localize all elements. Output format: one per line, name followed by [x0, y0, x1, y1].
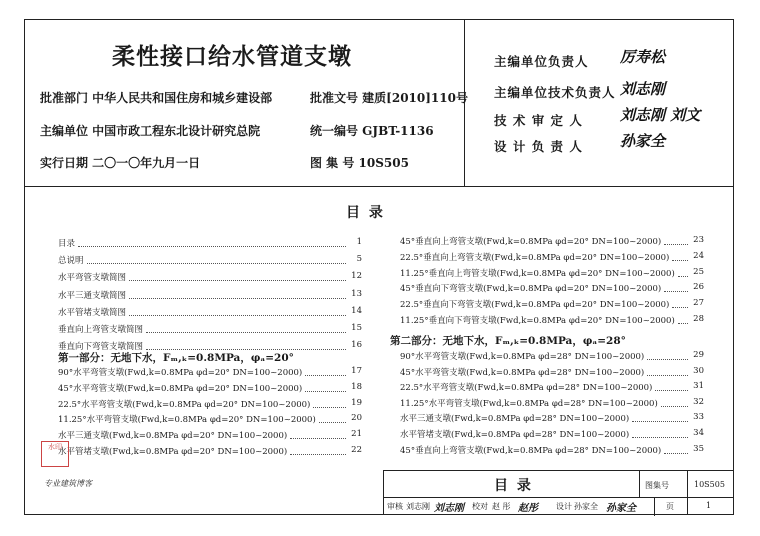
responsible-role: 主编单位技术负责人 [494, 85, 616, 100]
header-divider [24, 186, 734, 187]
toc-entry [58, 398, 362, 414]
toc-leader-dots [647, 375, 688, 376]
toc-entry-page: 5 [356, 254, 362, 265]
toc-entry-page: 28 [693, 314, 704, 324]
toc-leader-dots [672, 260, 688, 261]
toc-entry [400, 381, 704, 397]
toc-entry-label: 45°水平弯管支墩(Fwd,k=0.8MPa φd=28° DN=100~2000) [400, 367, 645, 378]
check-label: 校对 [472, 502, 488, 511]
toc-entry [58, 237, 362, 253]
toc-leader-dots [664, 291, 688, 292]
toc-entry [400, 298, 704, 314]
toc-entry-page: 13 [351, 288, 362, 299]
page-value: 1 [706, 501, 712, 510]
toc-entry-page: 24 [693, 250, 704, 261]
atlas-value: 10S505 [694, 480, 725, 489]
sheet-title: 目 录 [494, 478, 533, 494]
toc-entry [58, 323, 362, 339]
toc-entry [58, 445, 362, 461]
title-block-divider [654, 497, 655, 516]
approve-doc: 批准文号 建质[2010]110号 [310, 91, 468, 105]
toc-entry-label: 11.25°垂直向下弯管支墩(Fwd,k=0.8MPa φd=20° DN=100~2000) [400, 316, 675, 326]
responsible-role: 设 计 负 责 人 [494, 139, 583, 154]
toc-entry-page: 25 [693, 266, 704, 277]
toc-leader-dots [678, 276, 688, 277]
toc-entry-label: 目录 [58, 239, 76, 249]
atlas-no: 图 集 号 10S505 [310, 156, 409, 170]
toc-entry [400, 282, 704, 298]
toc-entry-page: 35 [693, 443, 704, 454]
impl-date: 实行日期 二〇一〇年九月一日 [40, 156, 201, 170]
toc-entry-page: 19 [351, 397, 362, 408]
toc-entry-page: 33 [693, 412, 704, 423]
toc-entry-label: 22.5°垂直向下弯管支墩(Fwd,k=0.8MPa φd=20° DN=100~2000) [400, 300, 670, 311]
toc-entry-label: 水平三通支墩简图 [58, 290, 127, 301]
unified-no: 统一编号 GJBT-1136 [310, 124, 434, 138]
toc-entry-page: 31 [693, 381, 704, 392]
toc-leader-dots [661, 406, 688, 407]
toc-entry-page: 22 [351, 445, 362, 455]
section-heading: 第一部分：无地下水，Fₘ,ₖ=0.8MPa，φₐ=20° [58, 352, 294, 364]
toc-entry [58, 271, 362, 287]
toc-entry-label: 22.5°垂直向上弯管支墩(Fwd,k=0.8MPa φd=20° DN=100~2000) [400, 252, 670, 263]
toc-leader-dots [290, 438, 346, 439]
toc-entry [58, 306, 362, 322]
responsible-signature: 孙家全 [620, 132, 666, 150]
toc-entry [400, 314, 704, 330]
toc-entry-label: 45°垂直向下弯管支墩(Fwd,k=0.8MPa φd=20° DN=100~2000) [400, 284, 662, 295]
toc-leader-dots [678, 323, 688, 324]
toc-entry-page: 1 [356, 237, 362, 247]
toc-entry-page: 15 [351, 323, 362, 333]
toc-entry [400, 235, 704, 251]
title-block-divider [384, 497, 733, 498]
toc-entry [400, 412, 704, 428]
toc-entry-label: 水平三通支墩(Fwd,k=0.8MPa φd=28° DN=100~2000) [400, 414, 630, 425]
toc-entry-label: 水平管堵支墩简图 [58, 307, 127, 318]
toc-entry [400, 350, 704, 366]
responsible-role: 主编单位负责人 [494, 54, 589, 69]
toc-leader-dots [129, 315, 346, 316]
toc-leader-dots [129, 280, 346, 281]
review-label: 审核 [387, 502, 403, 511]
toc-entry-label: 45°垂直向上弯管支墩(Fwd,k=0.8MPa φd=28° DN=100~2000) [400, 445, 662, 456]
section-heading: 第二部分：无地下水，Fₘ,ₖ=0.8MPa，φₐ=28° [390, 335, 626, 347]
toc-entry-page: 21 [351, 429, 362, 440]
toc-entry-page: 29 [693, 350, 704, 360]
toc-entry [400, 428, 704, 444]
toc-leader-dots [87, 263, 346, 264]
toc-entry-label: 水平管堵支墩(Fwd,k=0.8MPa φd=20° DN=100~2000) [58, 447, 288, 457]
designer-signature: 孙家全 [606, 503, 636, 514]
toc-entry [400, 397, 704, 413]
toc-entry-label: 22.5°水平弯管支墩(Fwd,k=0.8MPa φd=20° DN=100~2000) [58, 399, 311, 410]
toc-leader-dots [129, 298, 346, 299]
toc-leader-dots [647, 359, 688, 360]
toc-entry [400, 366, 704, 382]
toc-entry-page: 23 [693, 235, 704, 245]
editor-unit: 主编单位 中国市政工程东北设计研究总院 [40, 124, 261, 138]
toc-entry-label: 90°水平弯管支墩(Fwd,k=0.8MPa φd=20° DN=100~2000) [58, 368, 303, 378]
responsible-signature: 刘志刚 [620, 80, 666, 98]
designer-name: 孙家全 [574, 502, 598, 511]
reviewer-name: 刘志刚 [406, 502, 430, 511]
toc-entry [58, 382, 362, 398]
toc-entry [400, 444, 704, 460]
atlas-title: 柔性接口给水管道支墩 [112, 43, 352, 70]
responsible-role: 技 术 审 定 人 [494, 113, 583, 128]
toc-entry-page: 20 [351, 413, 362, 424]
toc-leader-dots [290, 454, 346, 455]
design-label: 设计 [556, 502, 572, 511]
toc-entry-label: 垂直向下弯管支墩简图 [58, 342, 144, 353]
toc-entry-page: 30 [693, 365, 704, 376]
stamp: 水印 [41, 441, 69, 467]
toc-entry [58, 429, 362, 445]
toc-leader-dots [78, 246, 346, 247]
toc-leader-dots [632, 421, 688, 422]
toc-leader-dots [664, 244, 688, 245]
toc-entry-label: 45°水平弯管支墩(Fwd,k=0.8MPa φd=20° DN=100~2000) [58, 383, 303, 394]
toc-entry-page: 34 [693, 428, 704, 438]
toc-entry-label: 水平弯管支墩简图 [58, 273, 127, 284]
toc-leader-dots [313, 407, 346, 408]
toc-entry-page: 18 [351, 381, 362, 392]
toc-entry [58, 254, 362, 270]
toc-entry-label: 22.5°水平弯管支墩(Fwd,k=0.8MPa φd=28° DN=100~2000) [400, 383, 653, 394]
reviewer-signature: 刘志刚 [434, 503, 464, 514]
responsible-signature: 刘志刚 刘文 [620, 106, 701, 124]
toc-leader-dots [305, 375, 346, 376]
toc-entry-label: 垂直向上弯管支墩简图 [58, 325, 144, 335]
toc-entry-label: 11.25°水平弯管支墩(Fwd,k=0.8MPa φd=20° DN=100~2000) [58, 415, 316, 426]
toc-leader-dots [146, 332, 346, 333]
toc-title: 目 录 [346, 205, 385, 221]
toc-entry [58, 289, 362, 305]
toc-entry-page: 12 [351, 271, 362, 282]
toc-leader-dots [632, 437, 688, 438]
title-block-divider [687, 471, 688, 514]
toc-entry [400, 267, 704, 283]
toc-leader-dots [319, 422, 346, 423]
toc-entry-page: 27 [693, 298, 704, 309]
title-block-divider [639, 471, 640, 497]
toc-entry-label: 水平管堵支墩(Fwd,k=0.8MPa φd=28° DN=100~2000) [400, 430, 630, 440]
toc-leader-dots [305, 391, 346, 392]
toc-entry-label: 90°水平弯管支墩(Fwd,k=0.8MPa φd=28° DN=100~2000) [400, 352, 645, 362]
toc-entry-page: 26 [693, 282, 704, 293]
checker-name: 赵 彤 [492, 502, 511, 511]
toc-entry-page: 32 [693, 396, 704, 407]
toc-entry-page: 16 [351, 340, 362, 351]
toc-leader-dots [664, 453, 688, 454]
toc-entry-page: 17 [351, 366, 362, 376]
atlas-label: 图集号 [645, 481, 669, 490]
page-label: 页 [666, 502, 674, 511]
approve-dept: 批准部门 中华人民共和国住房和城乡建设部 [40, 91, 273, 105]
toc-entry-label: 总说明 [58, 256, 84, 267]
toc-entry [58, 366, 362, 382]
footer-watermark: 专业建筑博客 [44, 479, 92, 488]
toc-leader-dots [672, 307, 688, 308]
toc-entry-label: 水平三通支墩(Fwd,k=0.8MPa φd=20° DN=100~2000) [58, 431, 288, 442]
toc-entry-label: 11.25°垂直向上弯管支墩(Fwd,k=0.8MPa φd=20° DN=100~2000) [400, 268, 675, 279]
toc-entry-page: 14 [351, 305, 362, 316]
toc-entry-label: 45°垂直向上弯管支墩(Fwd,k=0.8MPa φd=20° DN=100~2000) [400, 237, 662, 247]
responsible-signature: 厉寿松 [620, 48, 666, 66]
toc-entry-label: 11.25°水平弯管支墩(Fwd,k=0.8MPa φd=28° DN=100~2000) [400, 398, 658, 409]
toc-entry [400, 251, 704, 267]
checker-signature: 赵彤 [518, 503, 538, 514]
toc-leader-dots [655, 390, 688, 391]
title-block [383, 470, 734, 515]
toc-entry [58, 413, 362, 429]
